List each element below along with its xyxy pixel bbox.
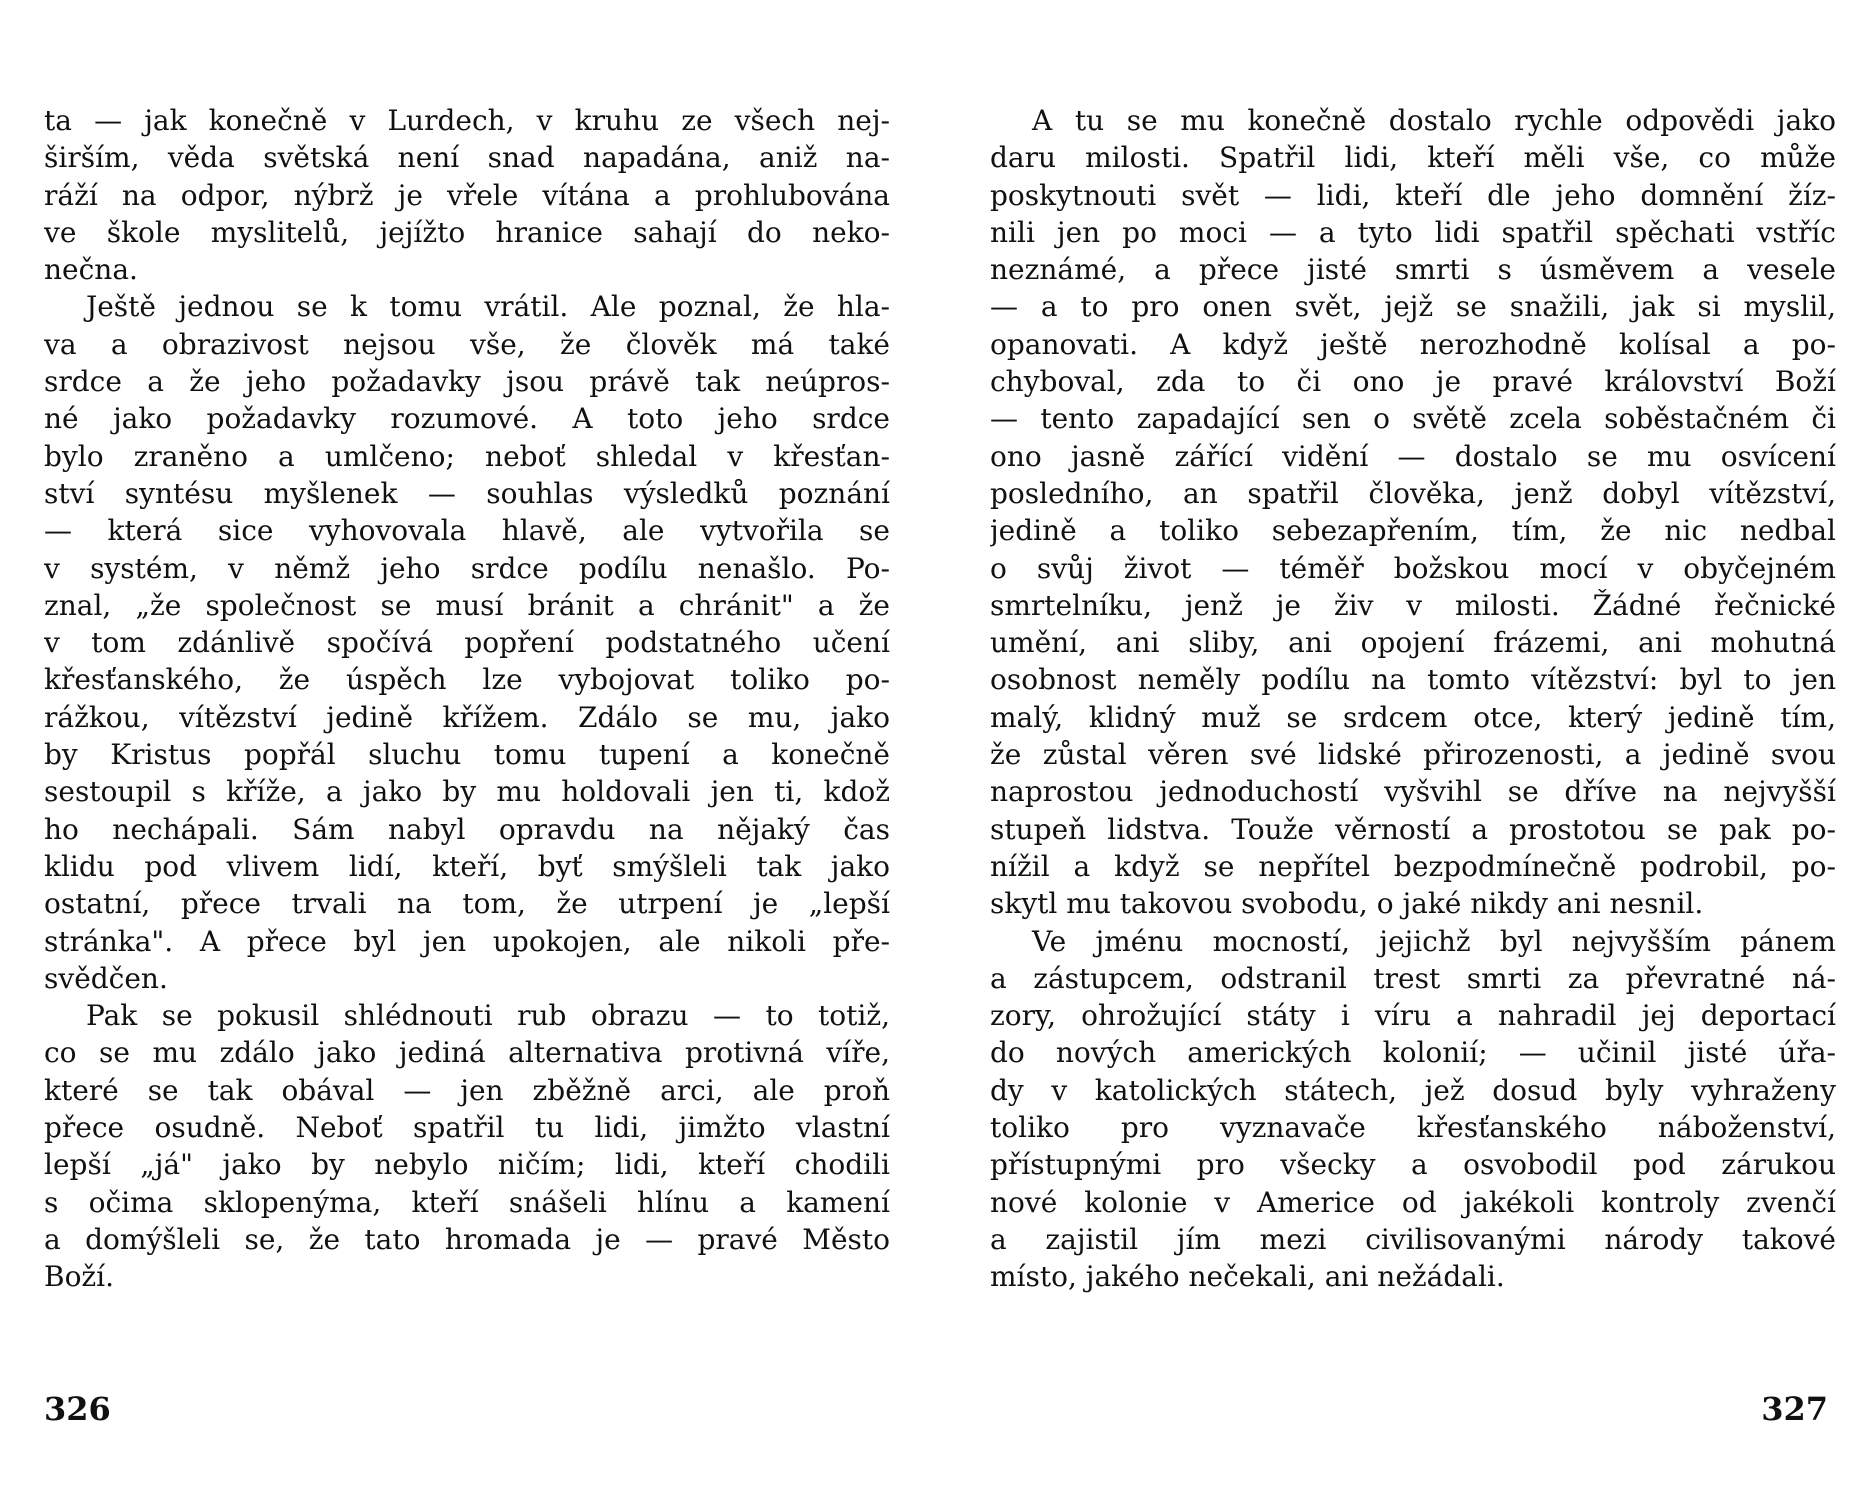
text-line: — která sice vyhovovala hlavě, ale vytvořila se [44,514,890,548]
text-line: ostatní, přece trvali na tom, že utrpení je „lepší [44,887,890,921]
text-line: skytl mu takovou svobodu, o jaké nikdy ani nesnil. [990,887,1704,921]
text-line: ono jasně zářící vidění — dostalo se mu osvícení [990,439,1836,473]
paragraph [44,102,890,288]
text-line: zory, ohrožující státy i víru a nahradil jej deportací [990,999,1836,1033]
text-line: že zůstal věren své lidské přirozenosti, a jedině svou [990,738,1836,772]
text-line: malý, klidný muž se srdcem otce, který jedině tím, [990,700,1836,734]
text-line: svědčen. [44,961,168,995]
text-line: jedině a toliko sebezapřením, tím, že nic nedbal [990,514,1836,548]
text-line: umění, ani sliby, ani opojení frázemi, ani mohutná [990,626,1836,660]
text-line: nili jen po moci — a tyto lidi spatřil spěchati vstříc [990,215,1836,249]
text-line: o svůj život — téměř božskou mocí v obyčejném [990,551,1836,585]
text-line: v tom zdánlivě spočívá popření podstatného učení [44,626,890,660]
text-line: — a to pro onen svět, jejž se snažili, jak si myslil, [990,290,1836,324]
text-line: přístupnými pro všecky a osvobodil pod zárukou [990,1148,1836,1182]
text-line: by Kristus popřál sluchu tomu tupení a konečně [44,738,890,772]
text-line: stránka". A přece byl jen upokojen, ale nikoli pře- [44,924,890,958]
text-line: sestoupil s kříže, a jako by mu holdovali jen ti, kdož [44,775,890,809]
text-line: Ve jménu mocností, jejichž byl nejvyšším pánem [1032,924,1836,958]
text-line: smrtelníku, jenž je živ v milosti. Žádné řečnické [990,588,1836,622]
text-line: nížil a když se nepřítel bezpodmínečně podrobil, po- [990,849,1836,883]
text-line: místo, jakého nečekali, ani nežádali. [990,1260,1505,1294]
text-line: ve škole myslitelů, jejížto hranice sahají do neko- [44,215,890,249]
text-line: bylo zraněno a umlčeno; neboť shledal v křesťan- [44,439,890,473]
text-line: naprostou jednoduchostí vyšvihl se dříve na nejvyšší [990,775,1836,809]
text-line: a zástupcem, odstranil trest smrti za převratné ná- [990,961,1836,995]
text-line: stupeň lidstva. Touže věrností a prostotou se pak po- [990,812,1836,846]
text-line: rážkou, vítězství jedině křížem. Zdálo se mu, jako [44,700,890,734]
text-line: chyboval, zda to či ono je pravé království Boží [990,365,1836,399]
text-line: lepší „já" jako by nebylo ničím; lidi, kteří chodili [44,1148,890,1182]
text-line: s očima sklopenýma, kteří snášeli hlínu a kamení [44,1185,890,1219]
text-line: opanovati. A když ještě nerozhodně kolísal a po- [990,327,1836,361]
text-line: srdce a že jeho požadavky jsou právě tak neúpros- [44,365,890,399]
text-line: nečna. [44,253,138,287]
text-line: — tento zapadající sen o světě zcela soběstačném či [990,402,1836,436]
text-line: a zajistil jím mezi civilisovanými národy takové [990,1222,1836,1256]
page-number-left: 326 [44,1390,111,1428]
text-line: znal, „že společnost se musí bránit a chránit" a že [44,588,890,622]
text-line: va a obrazivost nejsou vše, že člověk má také [44,327,890,361]
text-line: poskytnouti svět — lidi, kteří dle jeho domnění žíz- [990,178,1836,212]
text-line: přece osudně. Neboť spatřil tu lidi, jimžto vlastní [44,1111,890,1145]
text-line: neznámé, a přece jisté smrti s úsměvem a vesele [990,253,1836,287]
text-line: Pak se pokusil shlédnouti rub obrazu — to totiž, [86,999,890,1033]
text-line: ta — jak konečně v Lurdech, v kruhu ze všech nej- [44,104,890,137]
right-page [932,0,1864,1500]
text-line: toliko pro vyznavače křesťanského náboženství, [990,1111,1836,1145]
text-line: Boží. [44,1260,115,1294]
text-line: v systém, v němž jeho srdce podílu nenašlo. Po- [44,551,890,585]
text-line: širším, věda světská není snad napadána, aniž na- [44,141,890,175]
left-page-text-column [44,102,890,1296]
text-line: do nových amerických kolonií; — učinil jisté úřa- [990,1036,1836,1070]
paragraph [990,923,1836,1296]
text-line: dy v katolických státech, jež dosud byly vyhraženy [990,1073,1836,1107]
text-line: co se mu zdálo jako jediná alternativa protivná víře, [44,1036,890,1070]
text-line: Ještě jednou se k tomu vrátil. Ale poznal, že hla- [86,290,890,324]
paragraph [990,102,1836,923]
page-number-right: 327 [1761,1390,1828,1428]
right-page-text-column [990,102,1836,1296]
text-line: nové kolonie v Americe od jakékoli kontroly zvenčí [990,1185,1836,1219]
text-line: křesťanského, že úspěch lze vybojovat toliko po- [44,663,890,697]
text-line: které se tak obával — jen zběžně arci, ale proň [44,1073,890,1107]
text-line: ráží na odpor, nýbrž je vřele vítána a prohlubována [44,178,890,212]
text-line: ho nechápali. Sám nabyl opravdu na nějaký čas [44,812,890,846]
text-line: daru milosti. Spatřil lidi, kteří měli vše, co může [990,141,1836,175]
paragraph [44,288,890,997]
paragraph [44,997,890,1295]
text-line: posledního, an spatřil člověka, jenž dobyl vítězství, [990,476,1836,510]
text-line: klidu pod vlivem lidí, kteří, byť smýšleli tak jako [44,849,890,883]
text-line: A tu se mu konečně dostalo rychle odpovědi jako [1032,104,1836,137]
text-line: a domýšleli se, že tato hromada je — pravé Město [44,1222,890,1256]
text-line: osobnost neměly podílu na tomto vítězství: byl to jen [990,663,1836,697]
text-line: né jako požadavky rozumové. A toto jeho srdce [44,402,890,436]
text-line: ství syntésu myšlenek — souhlas výsledků poznání [44,476,890,510]
